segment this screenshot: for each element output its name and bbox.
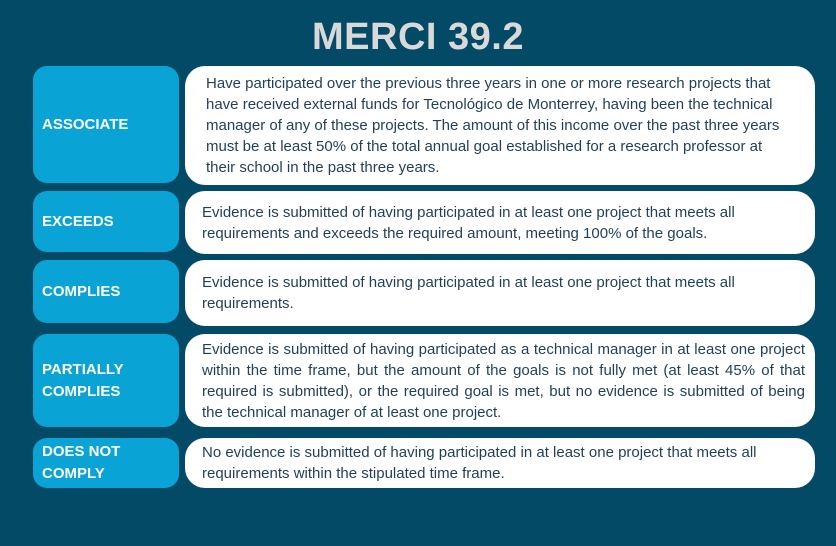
level-description-text: Evidence is submitted of having participated in at least one project that meets all requirements. [202,274,735,312]
level-label-does-not-comply [33,438,179,488]
level-description-text: Have participated over the previous three years in one or more research projects that have received external funds for Tecnológico de Monterrey, having been the technical manager of any of these projects. The amount of this income over the past three years must be at least 50% of the total annual goal established for a research professor at their school in the past three years. [206,75,780,176]
level-label-partially-complies [33,334,179,427]
level-description-complies [185,260,815,326]
level-label-complies [33,260,179,323]
level-description-text: Evidence is submitted of having participated as a technical manager in at least one project within the time frame, but the amount of the goals is not fully met (at least 45% of that required is submitted), or the required goal is met, but no evidence is submitted of being the technical manager of at least one project. [202,340,805,421]
level-label-text: ASSOCIATE [42,115,129,133]
level-description-does-not-comply [185,438,815,488]
level-description-partially-complies [185,334,815,427]
level-label-exceeds [33,191,179,252]
level-label-text: DOES NOT COMPLY [42,443,121,482]
level-label-text: PARTIALLY COMPLIES [42,360,124,400]
level-description-associate [185,66,815,185]
level-description-exceeds [185,191,815,254]
diagram-title: MERCI 39.2 [312,16,524,58]
level-label-associate [33,66,179,183]
level-label-text: EXCEEDS [42,212,114,230]
level-description-text: Evidence is submitted of having participated in at least one project that meets all requirements and exceeds the required amount, meeting 100% of the goals. [202,203,735,242]
level-description-text: No evidence is submitted of having participated in at least one project that meets all requirements within the stipulated time frame. [202,444,757,482]
level-label-text: COMPLIES [42,282,121,300]
